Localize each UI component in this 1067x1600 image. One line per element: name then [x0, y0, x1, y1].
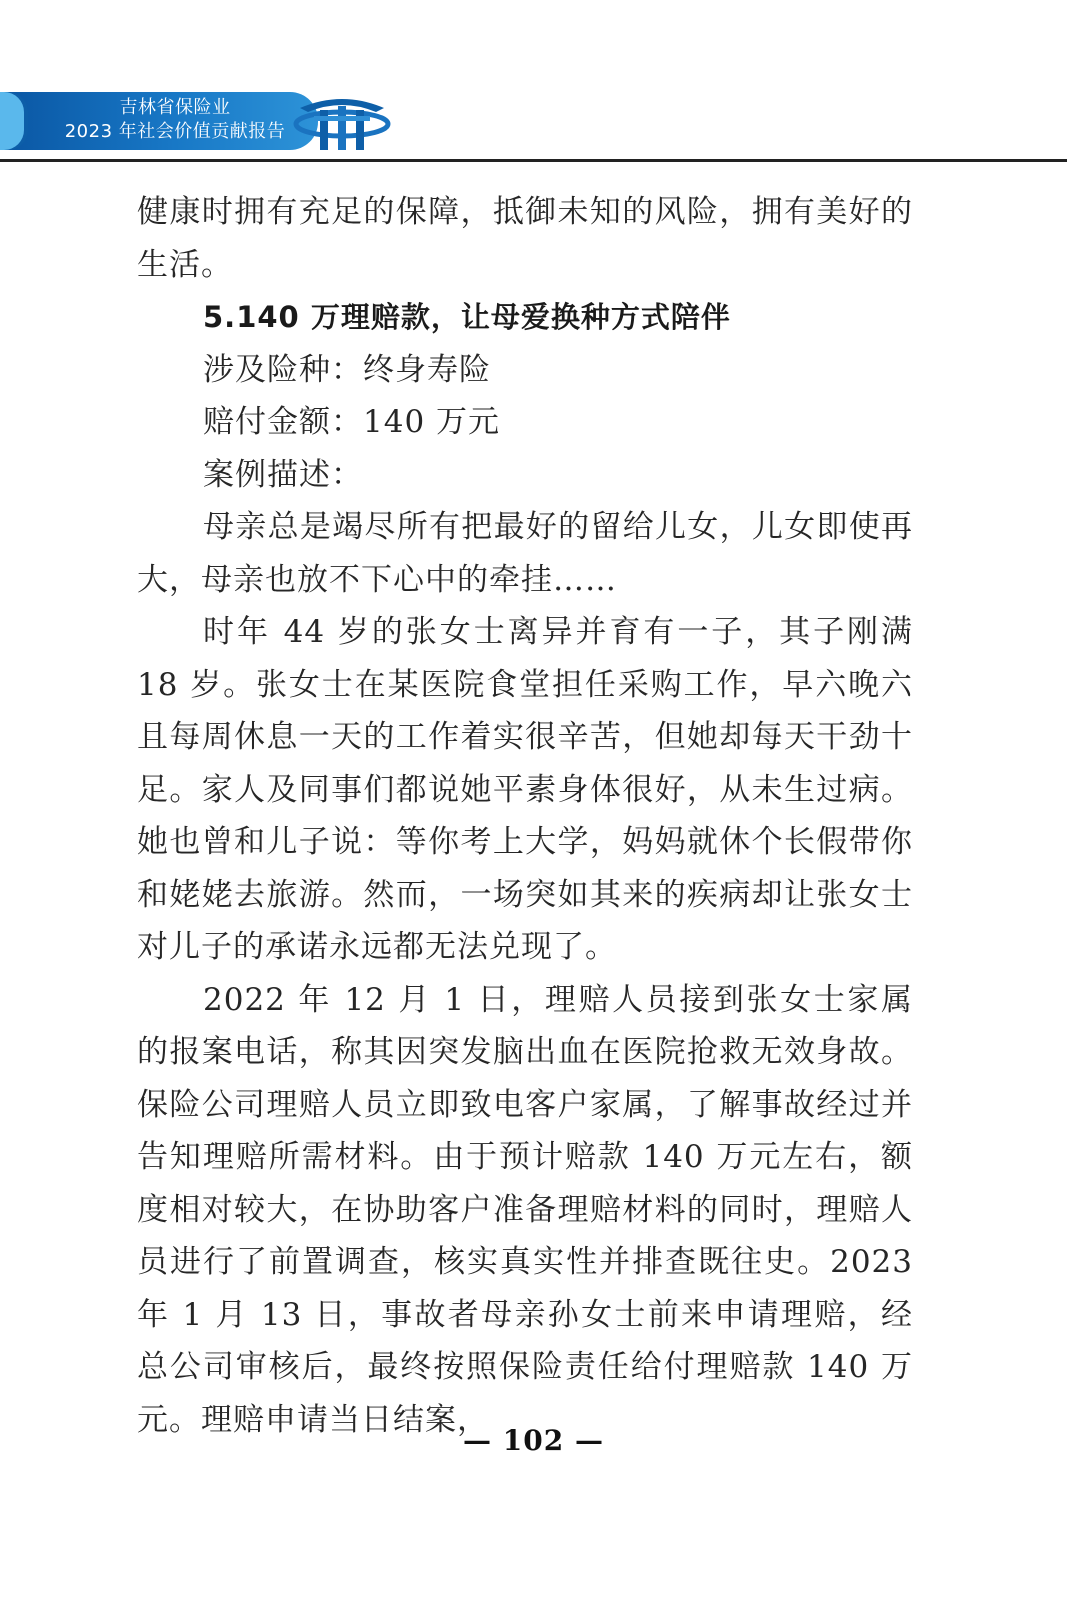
- header-band-edge: [0, 92, 24, 150]
- case-heading: 5.140 万理赔款，让母爱换种方式陪伴: [203, 300, 731, 334]
- page-number: — 102 —: [463, 1424, 604, 1457]
- blue-pavilion-logo-icon: [292, 88, 392, 154]
- page-header: [0, 92, 1067, 164]
- main-content: [137, 186, 913, 1446]
- header-rule: [0, 159, 1067, 162]
- paragraph-claim: 2022 年 12 月 1 日，理赔人员接到张女士家属的报案电话，称其因突发脑出血在医院抢救无效身故。保险公司理赔人员立即致电客户家属，了解事故经过并告知理赔所需材料。由于预计赔款 140 万元左右，额度相对较大，在协助客户准备理赔材料的同时，理赔人员进行了前置调查，核实真实性并排查既往史。2023 年 1 月 13 日，事故者母亲孙女士前来申请理赔，经总公司审核后，最终按照保险责任给付理赔款 140 万元。理赔申请当日结案，: [137, 981, 913, 1438]
- paragraph-background: 时年 44 岁的张女士离异并育有一子，其子刚满 18 岁。张女士在某医院食堂担任采购工作，早六晚六且每周休息一天的工作着实很辛苦，但她却每天干劲十足。家人及同事们都说她平素身体很好，从未生过病。她也曾和儿子说：等你考上大学，妈妈就休个长假带你和姥姥去旅游。然而，一场突如其来的疾病却让张女士对儿子的承诺永远都无法兑现了。: [137, 614, 913, 965]
- payout-amount: 赔付金额：140 万元: [203, 404, 501, 440]
- paragraph-intro: 健康时拥有充足的保障，抵御未知的风险，拥有美好的生活。: [137, 194, 913, 283]
- report-title-line2: 2023 年社会价值贡献报告: [64, 121, 286, 142]
- paragraph-mother: 母亲总是竭尽所有把最好的留给儿女，儿女即使再大，母亲也放不下心中的牵挂……: [137, 509, 913, 598]
- insurance-type: 涉及险种：终身寿险: [203, 351, 491, 388]
- case-description-label: 案例描述：: [203, 456, 363, 493]
- report-title: [40, 96, 310, 144]
- report-title-line1: 吉林省保险业: [119, 97, 231, 118]
